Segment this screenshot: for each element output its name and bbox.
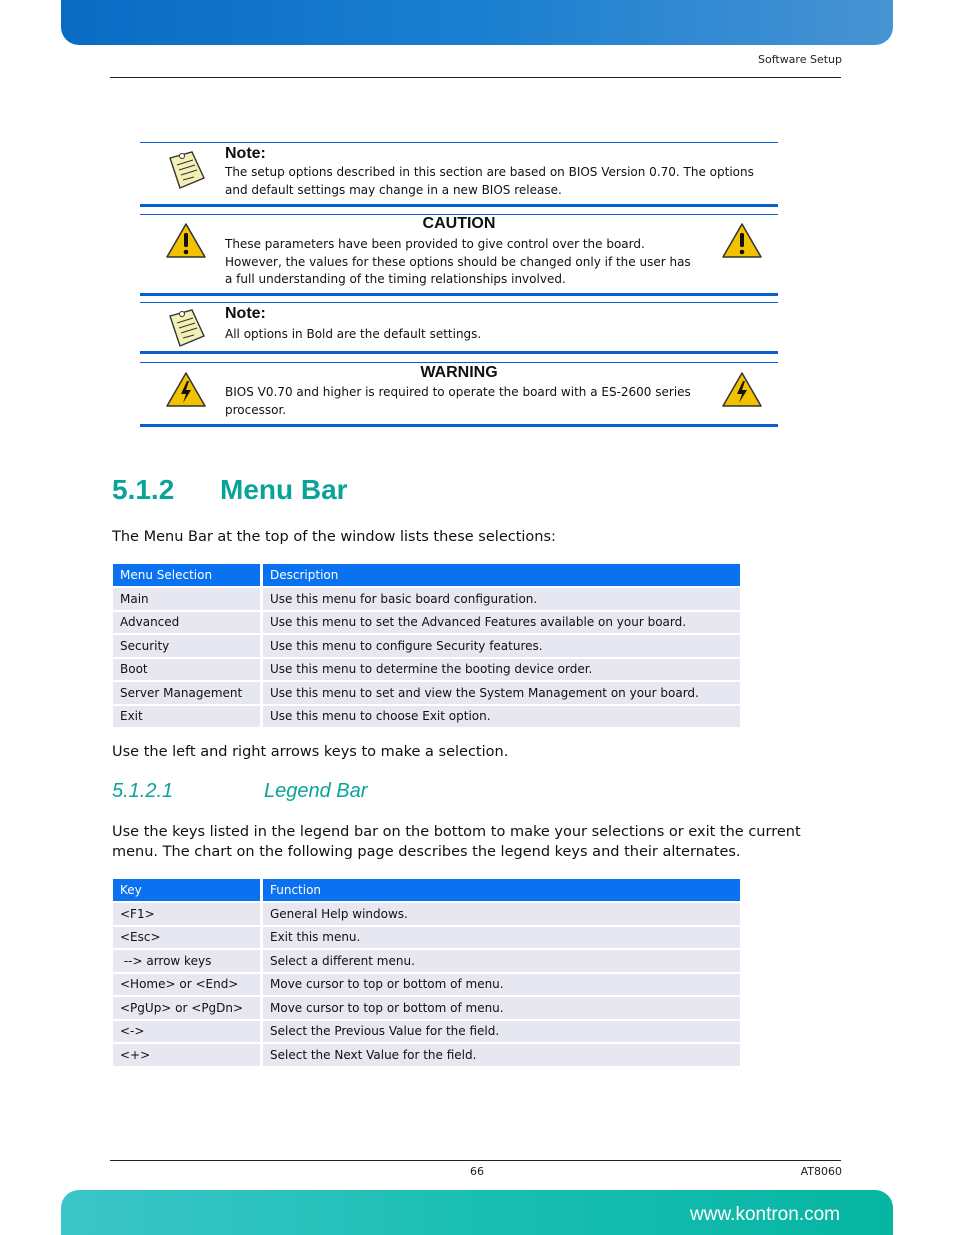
table-cell: Use this menu to set and view the System Management on your board. [263,682,740,704]
table-cell: <F1> [113,903,263,925]
table-cell: <PgUp> or <PgDn> [113,997,263,1019]
caution-icon [165,222,207,260]
warning-box [140,362,778,428]
table-header-cell: Description [263,564,740,586]
note-paper-icon [164,306,208,350]
table-header-cell: Function [263,879,740,901]
table-row [113,588,740,610]
table-row [113,903,740,925]
table-row [113,635,740,657]
notice-bottom-rule [140,204,778,207]
table-row [113,1021,740,1043]
table-cell: Move cursor to top or bottom of menu. [263,997,740,1019]
high-voltage-icon [165,371,207,409]
notice-top-rule [140,302,778,303]
table-cell: <-> [113,1021,263,1043]
table-cell: Use this menu to choose Exit option. [263,706,740,728]
table-cell: Boot [113,659,263,681]
subsection-number: 5.1.2.1 [112,780,174,802]
header-rule [110,77,841,78]
table-cell: <Esc> [113,927,263,949]
table-cell: <+> [113,1044,263,1066]
note-title: Note: [225,145,266,162]
warning-title: WARNING [420,364,498,381]
subsection-title: Legend Bar [264,780,368,802]
caution-title: CAUTION [422,215,496,232]
table-cell: Security [113,635,263,657]
table-row [113,682,740,704]
table-row [113,612,740,634]
section-number: 5.1.2 [112,474,175,505]
table-header-row [113,879,740,901]
table-cell: Advanced [113,612,263,634]
warning-body: BIOS V0.70 and higher is required to operate the board with a ES-2600 series processor. [225,385,691,417]
table-row [113,950,740,972]
high-voltage-icon [721,371,763,409]
notice-top-rule [140,362,778,363]
notice-top-rule [140,142,778,143]
table-header-cell: Key [113,879,263,901]
website-link[interactable]: www.kontron.com [690,1204,840,1225]
caution-box [140,214,778,299]
notice-bottom-rule [140,424,778,427]
section-intro: The Menu Bar at the top of the window lists these selections: [112,529,556,545]
table-cell: Select a different menu. [263,950,740,972]
note-box [140,302,778,354]
table-row [113,997,740,1019]
table-header-cell: Menu Selection [113,564,263,586]
table-cell: Main [113,588,263,610]
note-paper-icon [164,148,208,192]
section-label: Software Setup [757,53,842,66]
note-box [140,142,778,209]
section-title: Menu Bar [220,474,348,505]
table-cell: Server Management [113,682,263,704]
page-number: 66 [470,1165,484,1178]
table-cell: Use this menu to determine the booting device order. [263,659,740,681]
section-heading [112,474,348,506]
table-cell: Exit [113,706,263,728]
table-row [113,706,740,728]
table-cell: <Home> or <End> [113,974,263,996]
table-cell: --> arrow keys [113,950,263,972]
table-cell: Use this menu to configure Security features. [263,635,740,657]
legend-table [113,877,740,1068]
table-cell: General Help windows. [263,903,740,925]
caution-icon [721,222,763,260]
caution-body: These parameters have been provided to give control over the board. However, the values for these options should be changed only if the user has a full understanding of the timing relationships involved. [225,237,691,286]
notice-bottom-rule [140,293,778,296]
table-cell: Move cursor to top or bottom of menu. [263,974,740,996]
table-cell: Exit this menu. [263,927,740,949]
note-body: The setup options described in this section are based on BIOS Version 0.70. The options and default settings may change in a new BIOS release. [225,165,754,197]
table-row [113,974,740,996]
table-row [113,927,740,949]
note-body: All options in Bold are the default settings. [225,327,482,341]
table-row [113,1044,740,1066]
arrows-note: Use the left and right arrows keys to make a selection. [112,744,509,760]
subsection-heading [112,780,367,803]
notice-bottom-rule [140,351,778,354]
table-cell: Select the Previous Value for the field. [263,1021,740,1043]
table-header-row [113,564,740,586]
header-banner [61,0,893,45]
footer-rule [110,1160,841,1161]
document-id: AT8060 [800,1165,842,1178]
table-cell: Select the Next Value for the field. [263,1044,740,1066]
footer-banner [61,1190,893,1235]
note-title: Note: [225,305,266,322]
menu-table [113,562,740,729]
table-cell: Use this menu to set the Advanced Features available on your board. [263,612,740,634]
table-row [113,659,740,681]
subsection-intro: Use the keys listed in the legend bar on the bottom to make your selections or exit the current menu. The chart on the following page describes the legend keys and their alternates. [112,824,801,860]
table-cell: Use this menu for basic board configuration. [263,588,740,610]
